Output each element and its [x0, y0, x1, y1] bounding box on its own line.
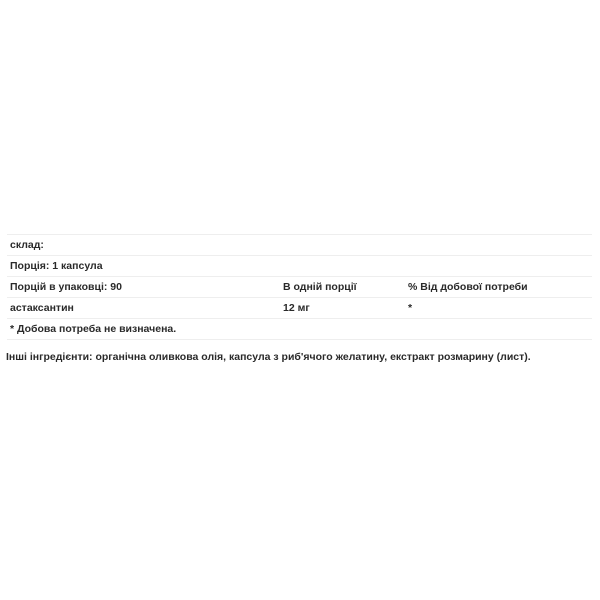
supplement-facts-table: [7, 234, 592, 340]
table-row-header: [7, 277, 592, 298]
amount-header: В одній порції: [280, 277, 405, 298]
table-row-serving-size: [7, 256, 592, 277]
table-row: [7, 298, 592, 319]
serving-size: Порція: 1 капсула: [7, 256, 592, 277]
table-row-title: [7, 235, 592, 256]
ingredient-name: астаксантин: [7, 298, 280, 319]
footnote: * Добова потреба не визначена.: [7, 319, 592, 340]
ingredient-amount: 12 мг: [280, 298, 405, 319]
other-ingredients: Інші інгредієнти: органічна оливкова олія, капсула з риб'ячого желатину, екстракт розмарину (лист).: [6, 351, 531, 363]
table-title: склад:: [7, 235, 592, 256]
ingredient-dv: *: [405, 298, 592, 319]
dv-header: % Від добової потреби: [405, 277, 592, 298]
servings-per-container: Порцій в упаковці: 90: [7, 277, 280, 298]
table-row-footnote: [7, 319, 592, 340]
